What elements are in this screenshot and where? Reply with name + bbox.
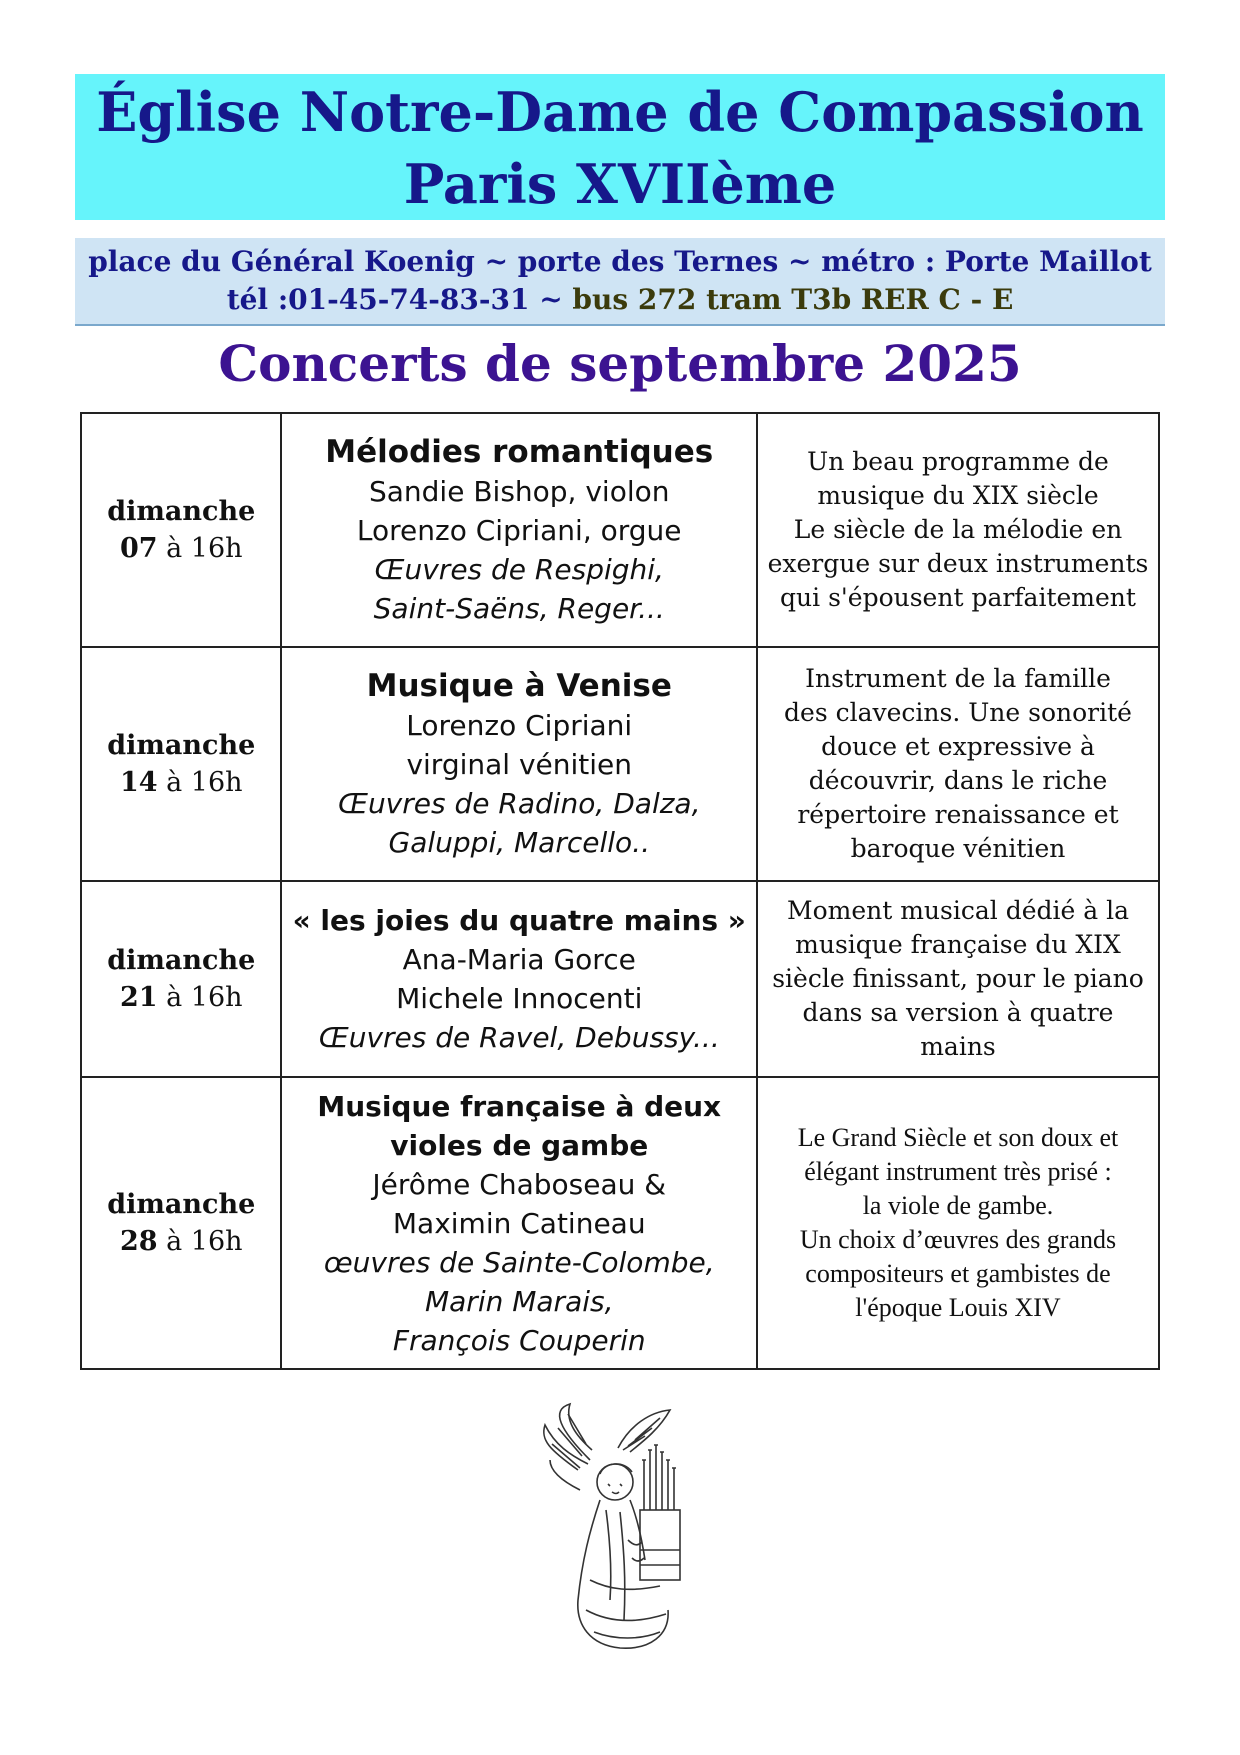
works-line: Marin Marais, — [424, 1284, 614, 1318]
performer: Jérôme Chaboseau & — [372, 1167, 667, 1201]
concert-description — [757, 647, 1159, 881]
description-line: dans sa version à quatre mains — [802, 998, 1114, 1061]
description-line: Le siècle de la mélodie en — [793, 515, 1123, 544]
day-label: dimanche — [107, 1189, 256, 1220]
description-line: Moment musical dédié à la — [786, 896, 1130, 925]
date-number: 14 — [119, 767, 158, 798]
concert-title: Musique à Venise — [366, 667, 672, 704]
district: Paris XVIIème — [403, 152, 837, 216]
description-line: musique du XIX siècle — [817, 481, 1099, 510]
date-number: 28 — [119, 1226, 158, 1257]
concert-description — [757, 881, 1159, 1077]
day-label: dimanche — [107, 496, 256, 527]
day-label: dimanche — [107, 730, 256, 761]
works-line: François Couperin — [392, 1323, 646, 1357]
contact-line — [75, 281, 1165, 319]
description-line: musique française du XIX — [795, 930, 1121, 959]
description-line: siècle finissant, pour le piano — [772, 964, 1144, 993]
concert-date — [81, 647, 281, 881]
description-line: compositeurs et gambistes de — [805, 1259, 1111, 1288]
concerts-heading: Concerts de septembre 2025 — [218, 334, 1022, 393]
works-line: Saint-Saëns, Reger... — [373, 591, 665, 625]
works-line: Galuppi, Marcello.. — [388, 825, 650, 859]
table-row — [81, 413, 1159, 647]
description-line: l'époque Louis XIV — [855, 1293, 1061, 1322]
concert-title-line: Musique française à deux — [317, 1089, 722, 1123]
concert-time: à 16h — [157, 982, 243, 1013]
description-line: répertoire renaissance et — [797, 800, 1119, 829]
concert-program — [281, 1077, 757, 1369]
description-line: qui s'épousent parfaitement — [780, 583, 1136, 612]
description-line: la viole de gambe. — [862, 1191, 1054, 1220]
performer: Ana-Maria Gorce — [402, 943, 636, 976]
concert-program — [281, 647, 757, 881]
date-number: 07 — [119, 533, 158, 564]
table-row — [81, 1077, 1159, 1369]
concert-time: à 16h — [157, 1226, 243, 1257]
transport: bus 272 tram T3b RER C - E — [572, 283, 1014, 316]
works-line: Œuvres de Radino, Dalza, — [337, 786, 701, 820]
angel-with-organ-icon — [520, 1400, 720, 1665]
concert-program — [281, 881, 757, 1077]
performer: Sandie Bishop, violon — [368, 474, 670, 508]
table-row — [81, 881, 1159, 1077]
day-label: dimanche — [107, 945, 256, 976]
description-line: Le Grand Siècle et son doux et — [797, 1123, 1119, 1152]
church-name: Église Notre-Dame de Compassion — [96, 80, 1144, 144]
telephone: tél :01-45-74-83-31 ~ — [226, 283, 573, 316]
table-row — [81, 647, 1159, 881]
concert-date — [81, 1077, 281, 1369]
concert-time: à 16h — [157, 767, 243, 798]
description-line: exergue sur deux instruments — [767, 549, 1149, 578]
performer: Lorenzo Cipriani, orgue — [356, 513, 682, 547]
concert-date — [81, 413, 281, 647]
description-line: découvrir, dans le riche — [808, 766, 1108, 795]
concert-description — [757, 413, 1159, 647]
works-line: Œuvres de Respighi, — [374, 552, 664, 586]
works-line: œuvres de Sainte-Colombe, — [323, 1245, 715, 1279]
address-banner — [75, 238, 1165, 326]
performer: virginal vénitien — [406, 747, 633, 781]
works-line: Œuvres de Ravel, Debussy... — [318, 1021, 720, 1054]
date-number: 21 — [119, 982, 158, 1013]
description-line: baroque vénitien — [850, 834, 1066, 863]
concert-title: « les joies du quatre mains » — [292, 904, 746, 937]
performer: Lorenzo Cipriani — [406, 708, 633, 742]
title-banner — [75, 74, 1165, 220]
performer: Michele Innocenti — [396, 982, 643, 1015]
concert-title-line: violes de gambe — [390, 1128, 649, 1162]
description-line: Un beau programme de — [807, 447, 1109, 476]
concert-program — [281, 413, 757, 647]
description-line: des clavecins. Une sonorité — [784, 698, 1132, 727]
concert-date — [81, 881, 281, 1077]
performer: Maximin Catineau — [392, 1206, 646, 1240]
concert-table — [80, 412, 1160, 1370]
description-line: Un choix d’œuvres des grands — [799, 1225, 1117, 1254]
description-line: douce et expressive à — [821, 732, 1095, 761]
address-line: place du Général Koenig ~ porte des Ternes ~ métro : Porte Maillot — [88, 245, 1152, 278]
concert-description — [757, 1077, 1159, 1369]
description-line: Instrument de la famille — [805, 664, 1111, 693]
concert-time: à 16h — [157, 533, 243, 564]
description-line: élégant instrument très prisé : — [804, 1157, 1112, 1186]
concert-title: Mélodies romantiques — [325, 433, 714, 470]
